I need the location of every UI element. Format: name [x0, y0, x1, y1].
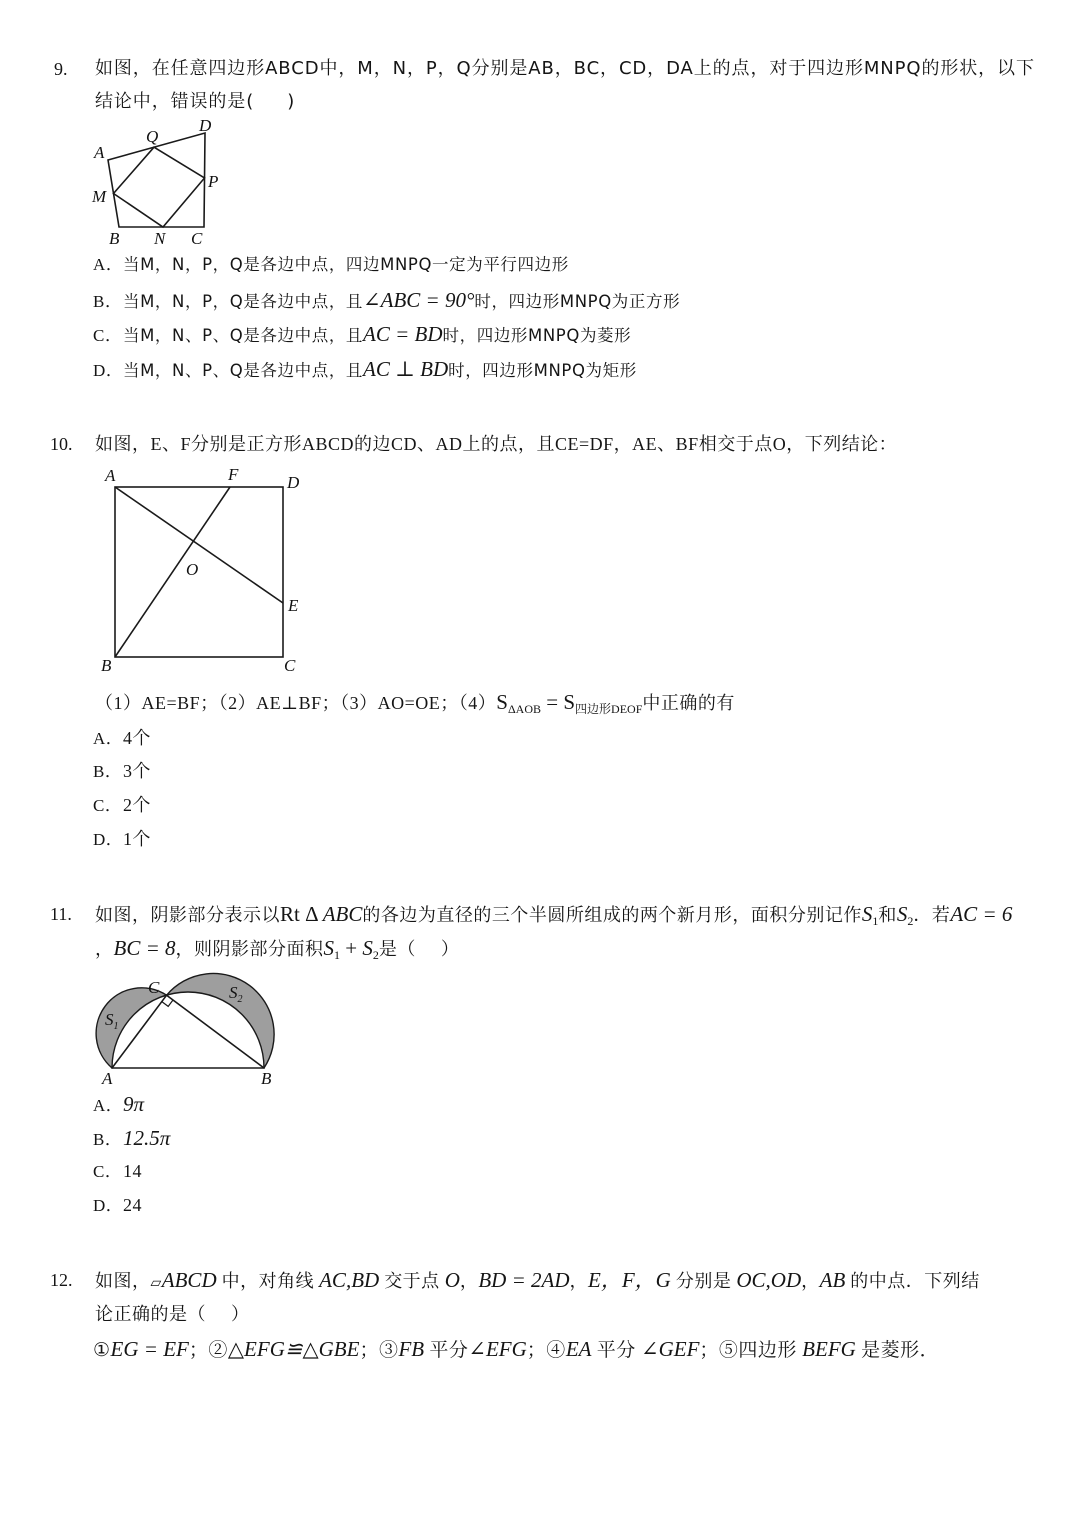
subscript: 2 [237, 994, 243, 1005]
option-text: 当M，N、P、Q是各边中点，且 [123, 326, 364, 345]
stem-text: 如图，阴影部分表示以 [95, 905, 280, 925]
stem-text: ， [459, 1271, 479, 1291]
area-symbol: S [896, 902, 908, 926]
stem-text: ， [95, 939, 114, 959]
label-b: B [101, 656, 112, 675]
option-label: A． [93, 1096, 124, 1115]
area-symbol: S [323, 936, 335, 960]
option-label: C． [93, 796, 123, 815]
option-d [93, 826, 151, 853]
math-expression: AC = 6 [950, 902, 1013, 926]
quadrilateral-abcd [108, 133, 205, 227]
math-expression: EG = EF [110, 1337, 189, 1361]
label-o: O [186, 560, 199, 579]
option-label: C． [93, 1162, 123, 1181]
conclusion-text: （1）AE=BF；（2）AE⊥BF；（3）AO=OE；（4） [95, 693, 497, 713]
option-b [93, 758, 151, 785]
stem-text: ， [801, 1271, 820, 1291]
math-expression: ∠GEF [640, 1337, 700, 1361]
label-m: M [92, 187, 107, 206]
stem-text: 的中点．下列结 [845, 1271, 980, 1291]
subscript: 1 [872, 914, 879, 928]
option-b [93, 287, 680, 315]
square-figure [95, 462, 310, 680]
option-label: D． [93, 361, 124, 380]
conclusion-list [95, 689, 735, 722]
label-b: B [109, 229, 120, 248]
stem-text: ．若 [913, 905, 951, 925]
subscript: 1 [113, 1021, 119, 1032]
stem-text: ，则阴影部分面积 [175, 939, 324, 959]
question-number: 12. [50, 1270, 73, 1290]
question-number: 11. [50, 904, 72, 924]
option-label: C． [93, 326, 123, 345]
option-label: D． [93, 1196, 124, 1215]
label-c: C [191, 229, 203, 248]
option-text: 时，四边形MNPQ为正方形 [474, 292, 681, 311]
math-expression: △EFG≌△GBE [227, 1337, 360, 1361]
option-text: 9π [123, 1092, 145, 1116]
math-expression: AB [819, 1268, 846, 1292]
stem-text: ， [569, 1271, 589, 1291]
segment-ae [115, 487, 283, 603]
label-q: Q [146, 127, 159, 146]
label-c: C [284, 656, 296, 675]
stem-text: 和 [878, 905, 897, 925]
math-expression: OC,OD [736, 1268, 802, 1292]
math-expression: ABCD [161, 1268, 217, 1292]
question-stem-line-1 [95, 56, 1035, 82]
option-text: 时，四边形MNPQ为矩形 [448, 361, 637, 380]
stem-text: 是（ ） [378, 939, 460, 959]
option-text: 24 [123, 1195, 142, 1215]
area-symbol: S [362, 936, 373, 960]
stem-text: ；③ [359, 1340, 399, 1361]
stem-text: 的各边为直径的三个半圆所组成的两个新月形，面积分别记作 [362, 905, 862, 925]
label-e: E [288, 596, 299, 615]
label-p: P [208, 172, 219, 191]
option-text: 当M，N、P、Q是各边中点，且 [123, 361, 364, 380]
option-label: A． [93, 255, 124, 274]
math-expression: AC ⊥ BD [363, 357, 449, 381]
stem-text: 论正确的是（ ） [95, 1304, 250, 1324]
option-text: 4个 [123, 728, 151, 748]
subscript: 2 [907, 914, 914, 928]
stem-text: 如图， [95, 1271, 151, 1291]
plus-sign: + [340, 936, 363, 960]
subscript: 四边形DEOF [575, 702, 643, 716]
subscript: 1 [334, 948, 341, 962]
square-abcd [115, 487, 283, 657]
lune-figure [85, 962, 290, 1092]
option-c [93, 792, 151, 819]
question-stem-line-2 [95, 1301, 250, 1327]
option-label: B． [93, 292, 123, 311]
option-a [93, 252, 569, 278]
math-expression: BEFG [802, 1337, 856, 1361]
math-expression: FB [398, 1337, 425, 1361]
parallelogram-symbol: ▱ [150, 1276, 162, 1291]
option-text: 1个 [123, 829, 151, 849]
math-expression: ∠ABC = 90° [363, 288, 475, 312]
area-symbol: S [861, 902, 873, 926]
quadrilateral-figure [85, 112, 230, 250]
math-expression: AC = BD [363, 322, 443, 346]
area-symbol: S [105, 1010, 114, 1029]
stem-text: 中，对角线 [216, 1271, 320, 1291]
label-f: F [228, 465, 239, 484]
option-c [93, 1158, 142, 1185]
label-b: B [261, 1069, 272, 1088]
label-a: A [105, 466, 116, 485]
area-symbol: S [229, 983, 238, 1002]
math-expression: O [444, 1268, 460, 1292]
stem-text: 平分 [424, 1340, 469, 1361]
math-expression: E，F，G [588, 1268, 671, 1292]
math-expression: AC,BD [319, 1268, 380, 1292]
option-text: 12.5π [123, 1126, 171, 1150]
option-text: 14 [123, 1161, 142, 1181]
option-label: D． [93, 830, 124, 849]
label-a: A [94, 143, 105, 162]
option-a [93, 1091, 144, 1119]
option-d [93, 356, 637, 384]
segment-bf [115, 487, 230, 657]
question-stem-line-1 [95, 431, 897, 457]
stem-text: ① [93, 1340, 111, 1361]
stem-text: 是菱形． [855, 1340, 940, 1361]
math-expression: EA [565, 1337, 592, 1361]
subscript: 2 [372, 948, 379, 962]
quadrilateral-mnpq [114, 147, 205, 227]
option-b [93, 1125, 170, 1153]
option-text: 当M，N，P，Q是各边中点，且 [123, 292, 364, 311]
stem-text: ；④ [526, 1340, 566, 1361]
stem-text: 如图，E、F分别是正方形ABCD的边CD、AD上的点，且CE=DF，AE、BF相交于点O，下列结论： [95, 434, 898, 454]
stem-text: ；② [188, 1340, 228, 1361]
area-symbol: S [496, 690, 508, 714]
stem-text: 结论中，错误的是( ) [95, 91, 296, 112]
option-text: 时，四边形MNPQ为菱形 [442, 326, 632, 345]
option-text: 3个 [123, 761, 151, 781]
label-n: N [154, 229, 166, 248]
question-stem-line-1 [95, 1267, 980, 1297]
label-a: A [102, 1069, 113, 1088]
option-d [93, 1192, 142, 1219]
question-number: 9. [54, 59, 68, 79]
option-a [93, 725, 151, 752]
math-expression: BC = 8 [113, 936, 176, 960]
option-label: B． [93, 762, 123, 781]
label-d: D [287, 473, 300, 492]
option-label: A． [93, 729, 124, 748]
stem-text: 分别是 [670, 1271, 737, 1291]
question-stem-line-1 [95, 901, 1012, 934]
stem-text: 如图，在任意四边形ABCD中，M，N，P，Q分别是AB，BC，CD，DA上的点，对于四边形MNPQ的形状，以下 [95, 58, 1035, 79]
option-label: B． [93, 1130, 123, 1149]
math-expression: ABC [322, 902, 363, 926]
label-c: C [148, 978, 160, 997]
stem-text: 交于点 [379, 1271, 445, 1291]
conclusion-text: 中正确的有 [642, 693, 735, 713]
math-expression: BD = 2AD [478, 1268, 570, 1292]
question-number: 10. [50, 434, 73, 454]
conclusion-list [93, 1336, 939, 1364]
subscript: ΔAOB [507, 702, 541, 716]
math-expression: Rt Δ [280, 902, 323, 926]
option-c [93, 321, 631, 349]
equals-sign: = [541, 690, 564, 714]
area-symbol: S [563, 690, 576, 714]
option-text: 当M，N，P，Q是各边中点，四边MNPQ一定为平行四边形 [123, 255, 569, 274]
stem-text: ；⑤四边形 [699, 1340, 803, 1361]
math-expression: ∠EFG [468, 1337, 527, 1361]
stem-text: 平分 [591, 1340, 641, 1361]
label-d: D [199, 116, 212, 135]
option-text: 2个 [123, 795, 151, 815]
